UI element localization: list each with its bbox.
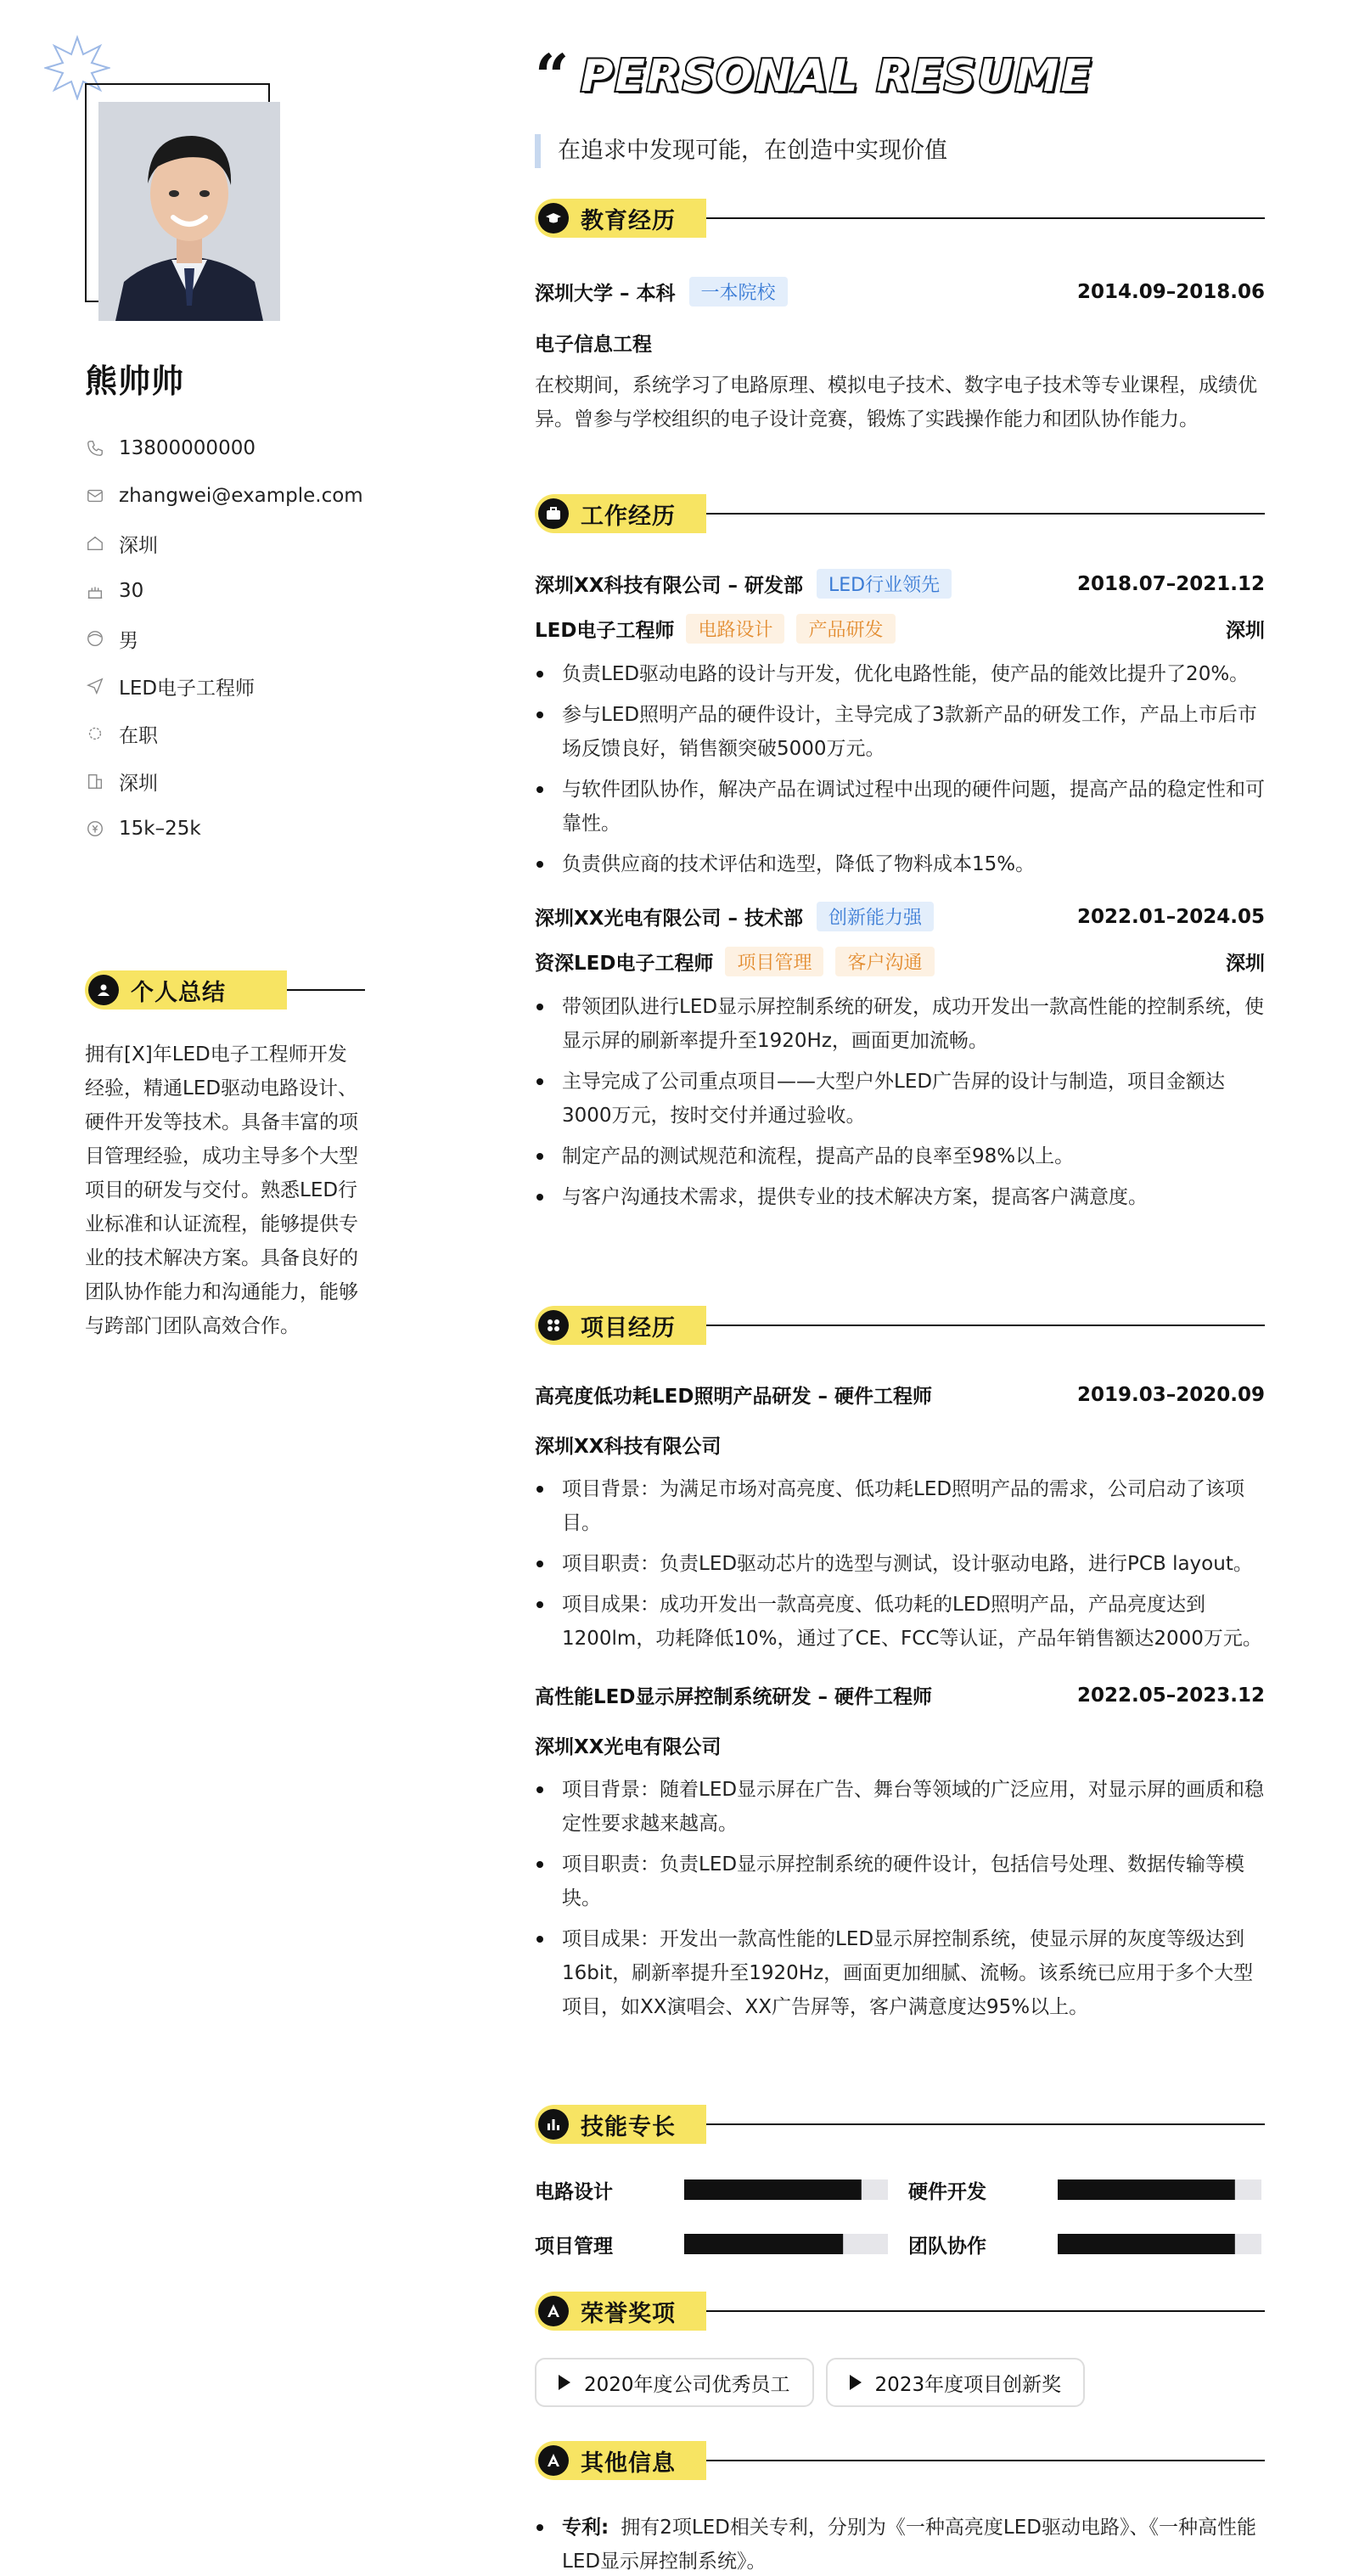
play-icon (559, 2375, 570, 2390)
skill-name: 项目管理 (535, 2235, 613, 2258)
award-chip (535, 2358, 814, 2407)
work-title: 工作经历 (581, 503, 676, 530)
project-company: 深圳XX光电有限公司 (535, 1736, 722, 1758)
awards-section (535, 2292, 1265, 2407)
graduation-cap-icon (538, 203, 569, 233)
grid-icon (538, 1310, 569, 1341)
page-title: PERSONAL RESUME (581, 51, 1093, 102)
project-item (535, 1681, 1265, 2024)
other-item (535, 2511, 1265, 2576)
other-text: 拥有2项LED相关专利，分别为《一种高亮度LED驱动电路》、《一种高性能LED显示屏控制系统》。 (562, 2517, 1256, 2573)
mail-icon (85, 486, 105, 506)
job-bullet: 制定产品的测试规范和流程，提高产品的良率至98%以上。 (535, 1139, 1265, 1173)
send-icon (85, 676, 105, 696)
education-date: 2014.09–2018.06 (1076, 280, 1265, 303)
info-age (85, 567, 363, 615)
tagline: 在追求中发现可能，在创造中实现价值 (535, 134, 947, 168)
phone-icon (85, 438, 105, 458)
job-role: LED电子工程师 (535, 620, 675, 642)
building-icon (85, 771, 105, 791)
project-company: 深圳XX科技有限公司 (535, 1436, 722, 1458)
job-company: 深圳XX光电有限公司 – 技术部 (535, 908, 803, 930)
info-gender (85, 615, 363, 662)
summary-section-header (85, 970, 365, 1010)
award-chip (826, 2358, 1086, 2407)
cake-icon (85, 581, 105, 601)
skill-bar (1058, 2234, 1261, 2254)
info-location (85, 520, 363, 567)
info-salary (85, 805, 363, 852)
work-section (535, 494, 1265, 1221)
education-section (535, 199, 1265, 436)
skill-fill (684, 2234, 843, 2254)
awards-header (535, 2292, 1265, 2331)
job-bullet: 与客户沟通技术需求，提供专业的技术解决方案，提高客户满意度。 (535, 1180, 1265, 1214)
projects-divider (706, 1325, 1265, 1326)
other-title: 其他信息 (581, 2449, 676, 2477)
job-bullet: 主导完成了公司重点项目——大型户外LED广告屏的设计与制造，项目金额达3000万元，按时交付并通过验收。 (535, 1065, 1265, 1133)
skill-fill (1058, 2234, 1235, 2254)
home-icon (85, 533, 105, 554)
job-tag: LED行业领先 (817, 569, 952, 599)
project-bullet: 项目职责：负责LED驱动芯片的选型与测试，设计驱动电路，进行PCB layout。 (535, 1547, 1265, 1581)
education-title: 教育经历 (581, 207, 676, 234)
job-bullet: 与软件团队协作，解决产品在调试过程中出现的硬件问题，提高产品的稳定性和可靠性。 (535, 773, 1265, 841)
face-icon (85, 628, 105, 649)
project-name: 高亮度低功耗LED照明产品研发 – 硬件工程师 (535, 1386, 932, 1408)
info-position (85, 662, 363, 710)
award-icon (538, 2296, 569, 2326)
info-gender-text: 男 (119, 629, 138, 652)
job-company: 深圳XX科技有限公司 – 研发部 (535, 575, 803, 597)
projects-title: 项目经历 (581, 1314, 676, 1341)
job-tag: 创新能力强 (817, 902, 934, 931)
job-skill-tag: 项目管理 (725, 947, 823, 976)
job-skill-tag: 产品研发 (796, 614, 895, 644)
project-bullet: 项目成果：开发出一款高性能的LED显示屏控制系统，使显示屏的灰度等级达到16bit，刷新率提升至1920Hz，画面更加细腻、流畅。该系统已应用于多个大型项目，如XX演唱会、XX广告屏等，客户满意度达95%以上。 (535, 1922, 1265, 2024)
job-city: 深圳 (1226, 620, 1265, 642)
education-row (535, 277, 1265, 307)
school-tag: 一本院校 (689, 277, 788, 307)
candidate-name: 熊帅帅 (85, 363, 185, 400)
skill-bar (684, 2234, 888, 2254)
project-name: 高性能LED显示屏控制系统研发 – 硬件工程师 (535, 1686, 932, 1708)
profile-photo (98, 102, 280, 321)
quote-mark: “ (535, 41, 570, 111)
briefcase-icon (538, 498, 569, 529)
skill-bar (1058, 2179, 1261, 2200)
status-icon (85, 723, 105, 744)
salary-icon (85, 818, 105, 839)
awards-divider (706, 2310, 1265, 2312)
contact-info-list (85, 425, 363, 852)
info-icon (538, 2445, 569, 2476)
project-bullet: 项目成果：成功开发出一款高亮度、低功耗的LED照明产品，产品亮度达到1200lm，功耗降低10%，通过了CE、FCC等认证，产品年销售额达2000万元。 (535, 1588, 1265, 1656)
skills-header (535, 2105, 1265, 2144)
project-date: 2022.05–2023.12 (1076, 1684, 1265, 1707)
info-status-text: 在职 (119, 724, 158, 747)
job-bullet: 参与LED照明产品的硬件设计，主导完成了3款新产品的研发工作，产品上市后市场反馈良好，销售额突破5000万元。 (535, 698, 1265, 766)
job-bullet: 带领团队进行LED显示屏控制系统的研发，成功开发出一款高性能的控制系统，使显示屏的刷新率提升至1920Hz，画面更加流畅。 (535, 990, 1265, 1058)
education-header (535, 199, 1265, 238)
skill-bar (684, 2179, 888, 2200)
skill-name: 硬件开发 (908, 2180, 986, 2203)
project-bullet: 项目背景：随着LED显示屏在广告、舞台等领域的广泛应用，对显示屏的画质和稳定性要求越来越高。 (535, 1773, 1265, 1841)
play-icon (850, 2375, 862, 2390)
bar-chart-icon (538, 2109, 569, 2140)
info-phone-text: 13800000000 (119, 437, 256, 459)
job-skill-tag: 电路设计 (686, 614, 784, 644)
work-header (535, 494, 1265, 533)
projects-header (535, 1306, 1265, 1345)
skill-name: 团队协作 (908, 2235, 986, 2258)
info-position-text: LED电子工程师 (119, 677, 256, 700)
other-key: 专利: (562, 2517, 609, 2539)
info-location-text: 深圳 (119, 534, 158, 557)
education-divider (706, 217, 1265, 219)
info-status (85, 710, 363, 757)
other-header (535, 2441, 1265, 2480)
summary-divider (287, 989, 365, 991)
projects-section (535, 1306, 1265, 2031)
skills-title: 技能专长 (581, 2113, 676, 2140)
resume-title (535, 41, 1093, 111)
job-date: 2018.07–2021.12 (1076, 572, 1265, 595)
award-label: 2023年度项目创新奖 (874, 2373, 1062, 2396)
info-age-text: 30 (119, 580, 144, 602)
job-date: 2022.01–2024.05 (1076, 905, 1265, 928)
info-city (85, 757, 363, 805)
info-email (85, 472, 363, 520)
skill-fill (684, 2179, 862, 2200)
job-city: 深圳 (1226, 953, 1265, 975)
project-date: 2019.03–2020.09 (1076, 1383, 1265, 1406)
project-item (535, 1381, 1265, 1656)
skill-name: 电路设计 (535, 2180, 613, 2203)
summary-title: 个人总结 (131, 979, 226, 1006)
award-label: 2020年度公司优秀员工 (584, 2373, 790, 2396)
info-salary-text: 15k–25k (119, 818, 201, 840)
school-name: 深圳大学 – 本科 (535, 283, 676, 305)
info-phone (85, 425, 363, 472)
project-bullet: 项目职责：负责LED显示屏控制系统的硬件设计，包括信号处理、数据传输等模块。 (535, 1848, 1265, 1915)
job-role: 资深LED电子工程师 (535, 953, 714, 975)
skill-row (535, 2163, 1265, 2217)
info-city-text: 深圳 (119, 772, 158, 795)
major: 电子信息工程 (535, 334, 652, 356)
skill-row (535, 2217, 1265, 2271)
project-bullet: 项目背景：为满足市场对高亮度、低功耗LED照明产品的需求，公司启动了该项目。 (535, 1472, 1265, 1540)
user-icon (88, 975, 119, 1005)
job-item (535, 569, 1265, 881)
skills-section (535, 2105, 1265, 2271)
job-item (535, 902, 1265, 1214)
awards-title: 荣誉奖项 (581, 2300, 676, 2327)
job-bullet: 负责供应商的技术评估和选型，降低了物料成本15%。 (535, 847, 1265, 881)
job-bullet: 负责LED驱动电路的设计与开发，优化电路性能，使产品的能效比提升了20%。 (535, 657, 1265, 691)
info-email-text: zhangwei@example.com (119, 485, 363, 507)
skills-divider (706, 2123, 1265, 2125)
other-section (535, 2441, 1265, 2576)
work-divider (706, 513, 1265, 515)
other-divider (706, 2460, 1265, 2461)
education-desc: 在校期间，系统学习了电路原理、模拟电子技术、数字电子技术等专业课程，成绩优异。曾参与学校组织的电子设计竞赛，锻炼了实践操作能力和团队协作能力。 (535, 374, 1257, 430)
summary-text: 拥有[X]年LED电子工程师开发经验，精通LED驱动电路设计、硬件开发等技术。具备丰富的项目管理经验，成功主导多个大型项目的研发与交付。熟悉LED行业标准和认证流程，能够提供专业的技术解决方案。具备良好的团队协作能力和沟通能力，能够与跨部门团队高效合作。 (85, 1043, 358, 1337)
job-skill-tag: 客户沟通 (835, 947, 934, 976)
skill-fill (1058, 2179, 1235, 2200)
